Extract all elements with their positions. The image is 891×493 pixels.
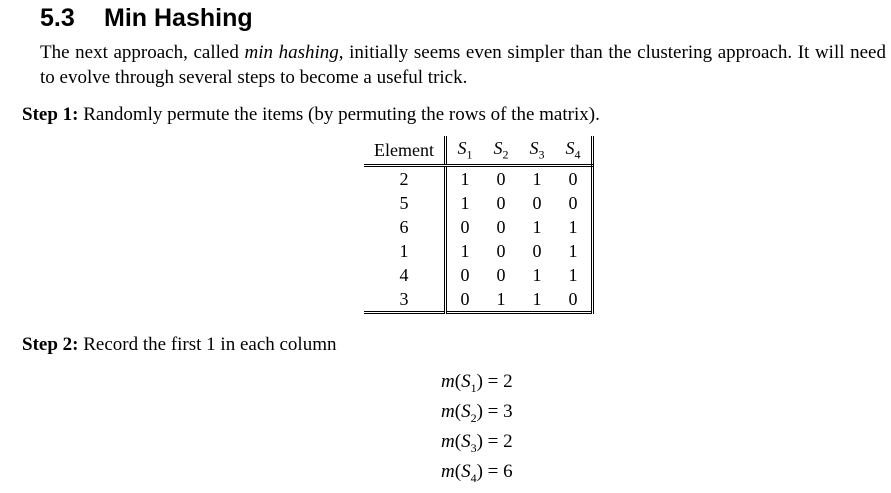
intro-text-after: , initially seems even simpler than the clustering approach. It will need to evolve through several steps to become a useful trick. bbox=[40, 42, 886, 88]
min-hash-equation: $m(S_3) = 2$ bbox=[441, 431, 513, 455]
cell-value: 1 bbox=[532, 168, 542, 189]
cell-value: 0 bbox=[496, 216, 506, 237]
cell-value: 1 bbox=[446, 239, 484, 263]
bottom-rule bbox=[364, 313, 593, 315]
table-row bbox=[364, 287, 593, 313]
cell-value: 1 bbox=[532, 288, 542, 309]
section-number: 5.3 bbox=[40, 4, 75, 32]
min-hash-equation: $m(S_4) = 6$ bbox=[441, 461, 513, 485]
intro-text-before: The next approach, called bbox=[40, 42, 245, 63]
cell-element: 2 bbox=[399, 168, 409, 189]
header-s2: $S_2$ bbox=[493, 137, 509, 162]
header-s1: $S_1$ bbox=[446, 136, 484, 164]
step-1-label: Step 1: bbox=[22, 104, 79, 125]
min-hash-value: 6 bbox=[503, 461, 513, 482]
cell-value: 0 bbox=[496, 240, 506, 261]
permuted-matrix-table bbox=[364, 136, 594, 314]
cell-element: 4 bbox=[399, 264, 409, 285]
min-hash-equation: $m(S_1) = 2$ bbox=[441, 371, 513, 395]
table-row bbox=[364, 239, 593, 263]
cell-value: 0 bbox=[555, 287, 593, 313]
cell-value: 0 bbox=[446, 215, 484, 239]
cell-value: 0 bbox=[532, 240, 542, 261]
table-row bbox=[364, 191, 593, 215]
cell-value: 1 bbox=[555, 215, 593, 239]
cell-value: 1 bbox=[446, 191, 484, 215]
cell-element: 5 bbox=[399, 192, 409, 213]
cell-value: 0 bbox=[532, 192, 542, 213]
header-s4: $S_4$ bbox=[555, 136, 593, 164]
header-element: Element bbox=[374, 139, 434, 160]
min-hash-value: 3 bbox=[503, 401, 513, 422]
table-row bbox=[364, 263, 593, 287]
step-2 bbox=[22, 334, 337, 356]
cell-element: 3 bbox=[399, 288, 409, 309]
step-2-label: Step 2: bbox=[22, 334, 79, 355]
cell-value: 0 bbox=[496, 264, 506, 285]
cell-value: 1 bbox=[532, 264, 542, 285]
cell-value: 0 bbox=[555, 191, 593, 215]
intro-paragraph bbox=[40, 40, 886, 90]
step-1-text: Randomly permute the items (by permuting the rows of the matrix). bbox=[83, 104, 600, 125]
min-hash-equation: $m(S_2) = 3$ bbox=[441, 401, 513, 425]
min-hash-results bbox=[441, 367, 513, 487]
min-hash-value: 2 bbox=[503, 371, 513, 392]
cell-element: 1 bbox=[399, 240, 409, 261]
section-title: Min Hashing bbox=[104, 4, 253, 32]
intro-emphasis: min hashing bbox=[244, 42, 339, 63]
step-2-text: Record the first 1 in each column bbox=[83, 334, 337, 355]
table-row bbox=[364, 166, 593, 192]
header-s3: $S_3$ bbox=[529, 137, 545, 162]
cell-value: 1 bbox=[496, 288, 506, 309]
cell-value: 0 bbox=[496, 192, 506, 213]
cell-value: 1 bbox=[532, 216, 542, 237]
table-header-row bbox=[364, 136, 593, 164]
cell-element: 6 bbox=[399, 216, 409, 237]
cell-value: 0 bbox=[496, 168, 506, 189]
cell-value: 0 bbox=[446, 263, 484, 287]
cell-value: 1 bbox=[555, 263, 593, 287]
cell-value: 1 bbox=[555, 239, 593, 263]
cell-value: 1 bbox=[446, 166, 484, 192]
section-heading bbox=[40, 4, 253, 33]
min-hash-value: 2 bbox=[503, 431, 513, 452]
cell-value: 0 bbox=[555, 166, 593, 192]
cell-value: 0 bbox=[446, 287, 484, 313]
step-1 bbox=[22, 104, 600, 126]
table-row bbox=[364, 215, 593, 239]
